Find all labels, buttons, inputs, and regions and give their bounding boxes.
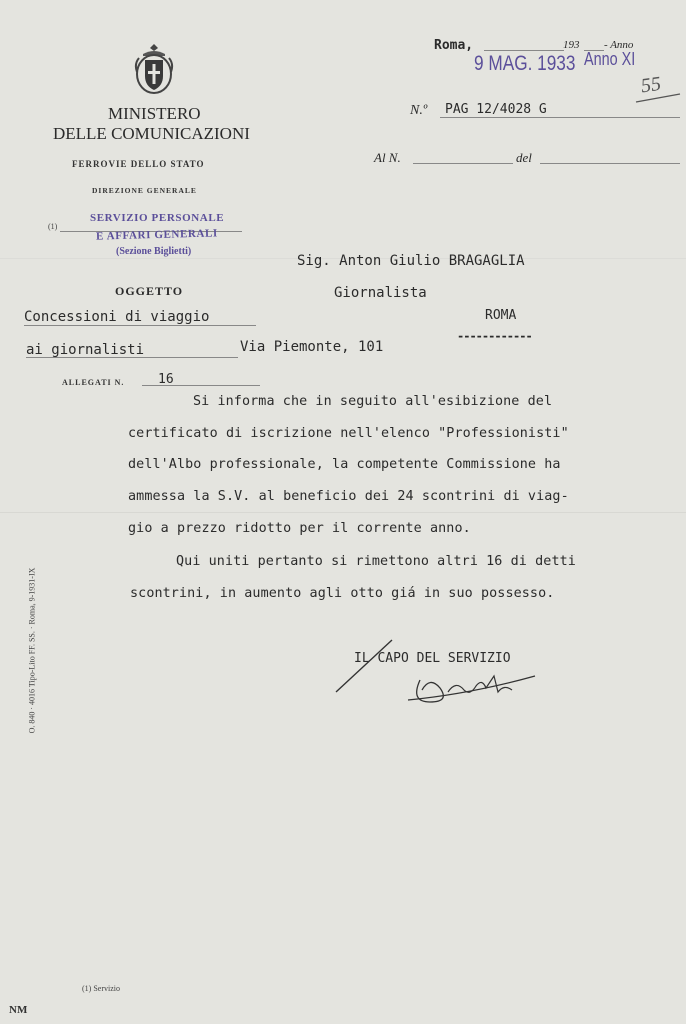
- ministry-line2: DELLE COMUNICAZIONI: [53, 124, 250, 143]
- date-anno-label: - Anno: [604, 39, 634, 51]
- handwritten-number: 55: [639, 72, 663, 98]
- al-n-label: Al N.: [374, 150, 401, 165]
- recipient-title: Giornalista: [334, 285, 427, 301]
- service-stamp-line2: E AFFARI GENERALI: [95, 227, 218, 243]
- body-line-7: scontrini, in aumento agli otto giá in suo possesso.: [130, 586, 555, 601]
- railway-name: FERROVIE DELLO STATO: [72, 159, 205, 169]
- recipient-city: ROMA: [485, 308, 517, 323]
- ministry-line1: MINISTERO: [108, 104, 201, 123]
- recipient-city-underline: ------------: [457, 329, 532, 343]
- handwritten-signature: [330, 632, 550, 712]
- date-stamp-anno: Anno XI: [584, 49, 636, 69]
- recipient-name: Sig. Anton Giulio BRAGAGLIA: [297, 253, 525, 269]
- footer-footnote: (1) Servizio: [82, 984, 120, 993]
- service-stamp-line1: SERVIZIO PERSONALE: [90, 212, 225, 224]
- body-line-2: certificato di iscrizione nell'elenco "Professionisti": [128, 426, 569, 441]
- subject-line2: ai giornalisti: [26, 342, 145, 358]
- allegati-value: 16: [158, 372, 174, 387]
- body-line-6: Qui uniti pertanto si rimettono altri 16 di detti: [176, 554, 576, 569]
- footnote-marker: (1): [48, 222, 58, 231]
- protocol-no-value: PAG 12/4028 G: [445, 102, 547, 117]
- date-stamp: 9 MAG. 1933: [474, 52, 576, 75]
- del-label: del: [516, 150, 532, 165]
- direction-label: DIREZIONE GENERALE: [92, 186, 197, 195]
- allegati-label: ALLEGATI N.: [62, 378, 125, 387]
- body-line-5: gio a prezzo ridotto per il corrente anno.: [128, 521, 471, 536]
- subject-line1: Concessioni di viaggio: [24, 309, 210, 325]
- margin-print-code: O. 840 · 4016 Tipo-Lito FF. SS. · Roma, 9-1931-IX: [27, 567, 37, 734]
- recipient-address: Via Piemonte, 101: [240, 339, 384, 355]
- body-line-1: Si informa che in seguito all'esibizione del: [193, 394, 553, 409]
- date-city: Roma,: [434, 38, 474, 53]
- body-line-4: ammessa la S.V. al beneficio dei 24 scontrini di viag-: [128, 489, 569, 504]
- coat-of-arms-emblem: [133, 42, 175, 96]
- signature-title: IL CAPO DEL SERVIZIO: [354, 651, 511, 666]
- archive-mark: NM: [9, 1004, 28, 1016]
- date-year-prefix: 193: [563, 39, 580, 51]
- handwritten-underline: [634, 90, 682, 104]
- body-line-3: dell'Albo professionale, la competente Commissione ha: [128, 457, 561, 472]
- subject-label: OGGETTO: [115, 284, 184, 298]
- protocol-no-label: N.º: [410, 103, 428, 118]
- service-stamp-line3: (Sezione Biglietti): [116, 246, 192, 257]
